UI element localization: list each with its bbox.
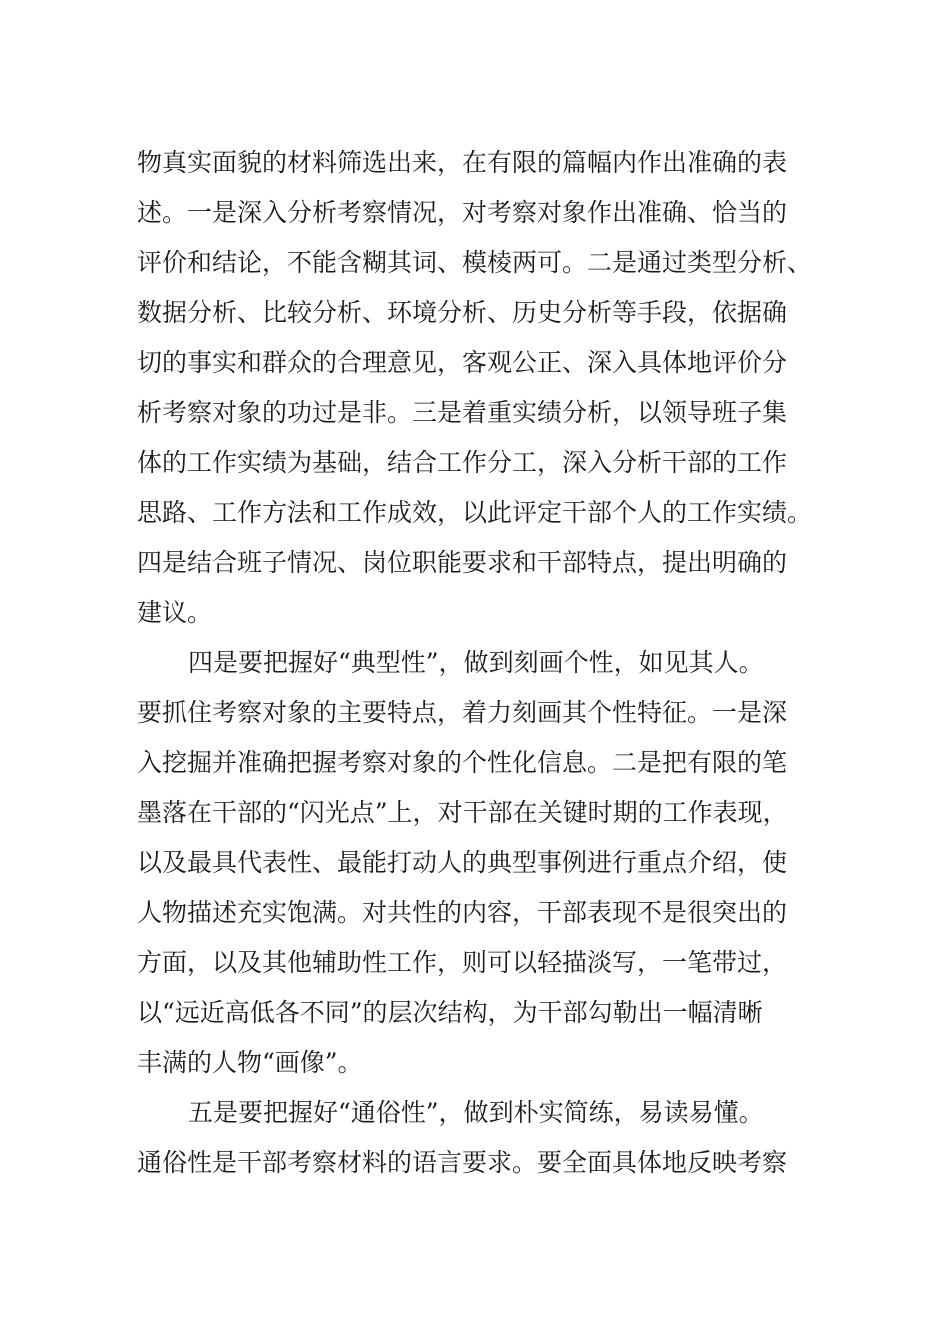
text-line: 四是结合班子情况、岗位职能要求和干部特点，提出明确的 [137,548,788,577]
text-line: 墨落在干部的“闪光点”上，对干部在关键时期的工作表现， [137,798,788,827]
text-line: 以及最具代表性、最能打动人的典型事例进行重点介绍，使 [137,848,788,877]
text-line: 入挖掘并准确把握考察对象的个性化信息。二是把有限的笔 [137,748,788,777]
text-line: 思路、工作方法和工作成效，以此评定干部个人的工作实绩。 [137,498,813,527]
text-line: 物真实面貌的材料筛选出来，在有限的篇幅内作出准确的表 [137,148,788,177]
text-line: 析考察对象的功过是非。三是着重实绩分析，以领导班子集 [137,398,788,427]
section-heading-four: 四是要把握好“典型性”，做到刻画个性，如见其人。 [188,648,764,677]
text-line: 数据分析、比较分析、环境分析、历史分析等手段，依据确 [137,298,788,327]
text-line: 通俗性是干部考察材料的语言要求。要全面具体地反映考察 [137,1148,788,1177]
text-line: 人物描述充实饱满。对共性的内容，干部表现不是很突出的 [137,898,788,927]
text-line: 以“远近高低各不同”的层次结构，为干部勾勒出一幅清晰 [137,998,763,1027]
text-line: 丰满的人物“画像”。 [137,1048,363,1077]
text-line: 要抓住考察对象的主要特点，着力刻画其个性特征。一是深 [137,698,788,727]
text-line: 切的事实和群众的合理意见，客观公正、深入具体地评价分 [137,348,788,377]
section-heading-five: 五是要把握好“通俗性”，做到朴实简练，易读易懂。 [188,1098,764,1127]
text-line: 评价和结论，不能含糊其词、模棱两可。二是通过类型分析、 [137,248,813,277]
text-line: 方面，以及其他辅助性工作，则可以轻描淡写，一笔带过， [137,948,788,977]
text-line: 建议。 [137,598,213,627]
text-line: 体的工作实绩为基础，结合工作分工，深入分析干部的工作 [137,448,788,477]
text-line: 述。一是深入分析考察情况，对考察对象作出准确、恰当的 [137,198,788,227]
